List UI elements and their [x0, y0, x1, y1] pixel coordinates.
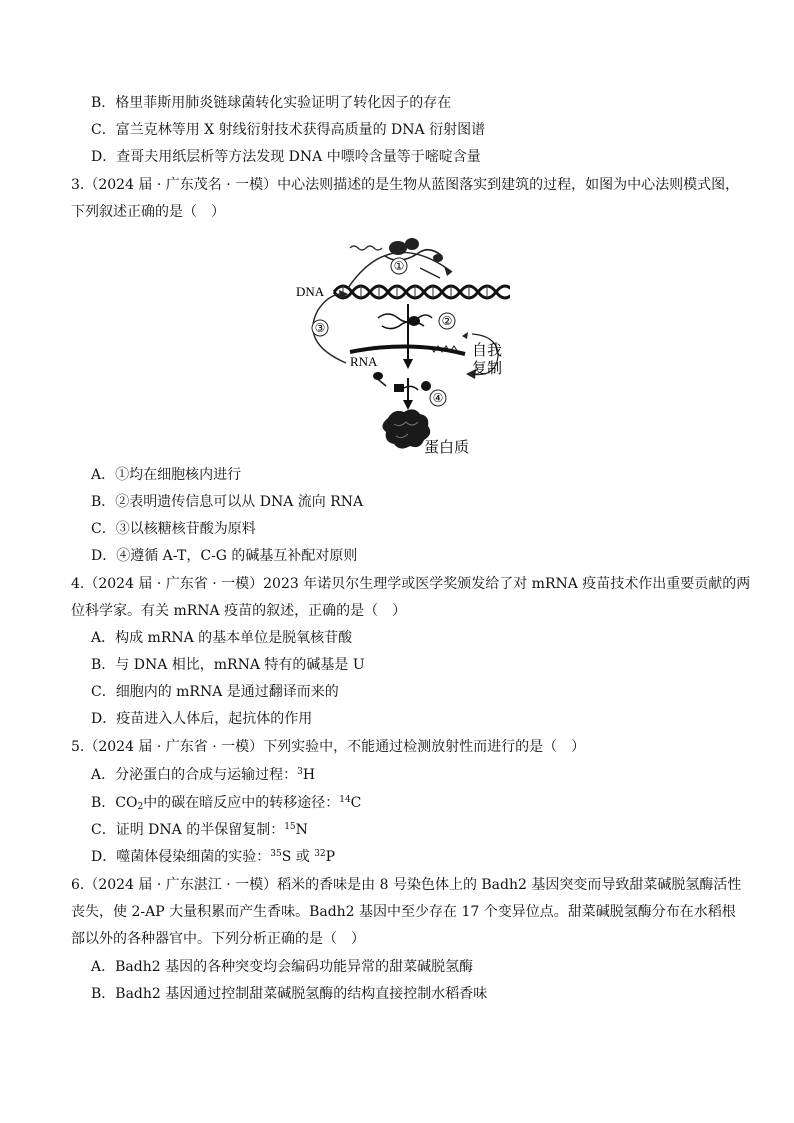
- dna-label: DNA: [296, 284, 325, 299]
- q4-option-d: D．疫苗进入人体后，起抗体的作用: [91, 711, 313, 727]
- q3-option-a: A．①均在细胞核内进行: [91, 467, 242, 483]
- q5-option-b: B．$CO_2$中的碳在暗反应中的转移途径：$^{14}$C: [91, 795, 362, 812]
- self-replication-label-1: 自我: [472, 341, 503, 359]
- q4-stem-line1: 4.（2024 届 · 广东省 · 一模）2023 年诺贝尔生理学或医学奖颁发给了对 mRNA 疫苗技术作出重要贡献的两: [71, 576, 751, 592]
- q6-option-a: A．Badh2 基因的各种突变均会编码功能异常的甜菜碱脱氢酶: [91, 959, 474, 975]
- polymerase-blob: [389, 241, 407, 255]
- rna-label: RNA: [350, 354, 378, 369]
- central-dogma-figure: [290, 228, 510, 460]
- circle-4-label: ④: [432, 391, 444, 405]
- q4-stem-line2: 位科学家。有关 mRNA 疫苗的叙述，正确的是（ ）: [71, 603, 407, 619]
- protein-label: 蛋白质: [424, 438, 470, 456]
- q3-option-d: D．④遵循 A-T，C-G 的碱基互补配对原则: [91, 548, 358, 564]
- q6-stem-line2: 丧失，使 2-AP 大量积累而产生香味。Badh2 基因中至少存在 17 个变异位点。甜菜碱脱氢酶分布在水稻根: [71, 904, 736, 920]
- q4-option-a: A．构成 mRNA 的基本单位是脱氧核苷酸: [91, 630, 353, 646]
- q2-option-d: D．查哥夫用纸层析等方法发现 DNA 中嘌呤含量等于嘧啶含量: [91, 149, 481, 165]
- q3-option-c: C．③以核糖核苷酸为原料: [91, 521, 256, 537]
- q5-option-d: D．噬菌体侵染细菌的实验：$^{35}$S 或 $^{32}$P: [91, 849, 336, 865]
- q4-option-b: B．与 DNA 相比，mRNA 特有的碱基是 U: [91, 657, 365, 673]
- q5-stem: 5.（2024 届 · 广东省 · 一模）下列实验中，不能通过检测放射性而进行的是（ ）: [71, 739, 586, 755]
- q2-option-b: B．格里菲斯用肺炎链球菌转化实验证明了转化因子的存在: [91, 95, 452, 111]
- circle-2-label: ②: [441, 314, 453, 328]
- q4-option-c: C．细胞内的 mRNA 是通过翻译而来的: [91, 684, 339, 700]
- q6-stem-line3: 部以外的各种器官中。下列分析正确的是（ ）: [71, 931, 365, 947]
- q3-stem-line1: 3.（2024 届 · 广东茂名 · 一模）中心法则描述的是生物从蓝图落实到建筑的过程，如图为中心法则模式图，: [71, 177, 740, 193]
- q6-stem-line1: 6.（2024 届 · 广东湛江 · 一模）稻米的香味是由 8 号染色体上的 Badh2 基因突变而导致甜菜碱脱氢酶活性: [71, 877, 742, 893]
- q3-stem-line2: 下列叙述正确的是（ ）: [71, 204, 225, 220]
- circle-3-label: ③: [314, 321, 326, 335]
- q5-option-a: A．分泌蛋白的合成与运输过程：$^3$H: [91, 767, 316, 783]
- q2-option-c: C．富兰克林等用 X 射线衍射技术获得高质量的 DNA 衍射图谱: [91, 122, 486, 138]
- circle-1-label: ①: [393, 259, 405, 273]
- q6-option-b: B．Badh2 基因通过控制甜菜碱脱氢酶的结构直接控制水稻香味: [91, 986, 488, 1002]
- self-replication-label-2: 复制: [472, 359, 503, 377]
- q5-option-c: C．证明 DNA 的半保留复制：$^{15}$N: [91, 822, 308, 838]
- q3-option-b: B．②表明遗传信息可以从 DNA 流向 RNA: [91, 494, 364, 510]
